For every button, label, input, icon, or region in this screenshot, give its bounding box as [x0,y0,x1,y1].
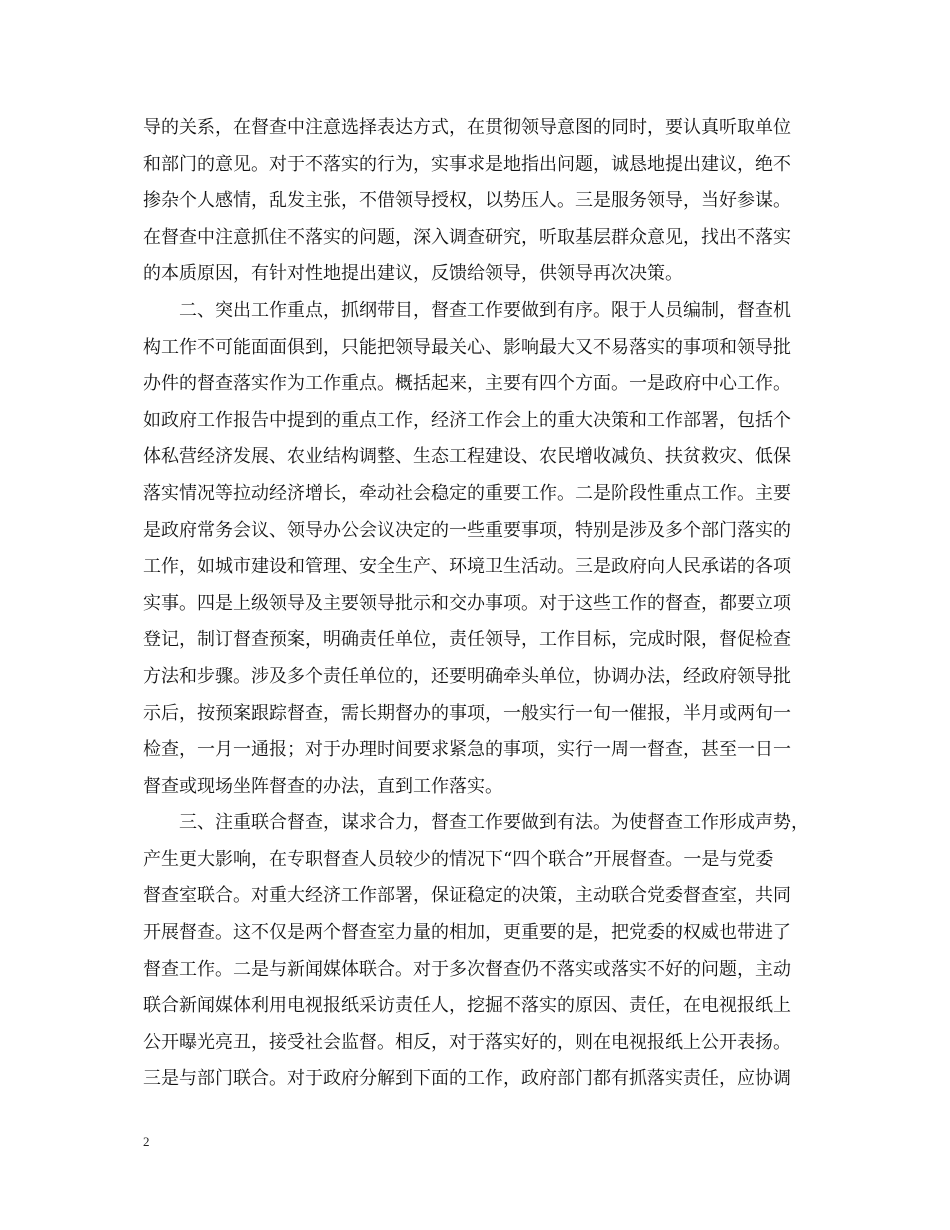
text-line: 产生更大影响，在专职督查人员较少的情况下“四个联合”开展督查。一是与党委 [143,848,774,870]
text-line: 构工作不可能面面俱到，只能把领导最关心、影响最大又不易落实的事项和领导批 [143,336,791,358]
text-line: 登记，制订督查预案，明确责任单位，责任领导，工作目标，完成时限，督促检查 [143,629,791,651]
text-line: 实事。四是上级领导及主要领导批示和交办事项。对于这些工作的督查，都要立项 [143,592,791,614]
text-line: 方法和步骤。涉及多个责任单位的，还要明确牵头单位，协调办法，经政府领导批 [143,665,791,687]
body-text [143,110,823,1098]
text-line: 体私营经济发展、农业结构调整、生态工程建设、农民增收减负、扶贫救灾、低保 [143,446,791,468]
text-line: 是政府常务会议、领导办公会议决定的一些重要事项，特别是涉及多个部门落实的 [143,519,791,541]
text-line: 示后，按预案跟踪督查，需长期督办的事项，一般实行一旬一催报，半月或两旬一 [143,702,791,724]
text-line: 督查室联合。对重大经济工作部署，保证稳定的决策，主动联合党委督查室，共同 [143,885,791,907]
text-line: 工作，如城市建设和管理、安全生产、环境卫生活动。三是政府向人民承诺的各项 [143,556,791,578]
text-line: 如政府工作报告中提到的重点工作，经济工作会上的重大决策和工作部署，包括个 [143,409,791,431]
text-line: 办件的督查落实作为工作重点。概括起来，主要有四个方面。一是政府中心工作。 [143,373,791,395]
text-line: 开展督查。这不仅是两个督查室力量的相加，更重要的是，把党委的权威也带进了 [143,922,791,944]
text-line: 督查或现场坐阵督查的办法，直到工作落实。 [143,775,503,797]
text-line: 落实情况等拉动经济增长，牵动社会稳定的重要工作。二是阶段性重点工作。主要 [143,482,791,504]
text-line: 三是与部门联合。对于政府分解到下面的工作，政府部门都有抓落实责任，应协调 [143,1068,791,1090]
text-line: 的本质原因，有针对性地提出建议，反馈给领导，供领导再次决策。 [143,263,683,285]
paragraph-start-line: 三、注重联合督查，谋求合力，督查工作要做到有法。为使督查工作形成声势， [179,812,809,834]
text-line: 和部门的意见。对于不落实的行为，实事求是地指出问题，诚恳地提出建议，绝不 [143,153,791,175]
text-line: 导的关系，在督查中注意选择表达方式，在贯彻领导意图的同时，要认真听取单位 [143,117,791,138]
text-line: 在督查中注意抓住不落实的问题，深入调查研究，听取基层群众意见，找出不落实 [143,226,791,248]
page-number: 2 [143,1134,150,1149]
text-line: 掺杂个人感情，乱发主张，不借领导授权，以势压人。三是服务领导，当好参谋。 [143,190,791,212]
text-line: 督查工作。二是与新闻媒体联合。对于多次督查仍不落实或落实不好的问题，主动 [143,958,791,980]
text-line: 检查，一月一通报；对于办理时间要求紧急的事项，实行一周一督查，甚至一日一 [143,739,791,761]
text-line: 公开曝光亮丑，接受社会监督。相反，对于落实好的，则在电视报纸上公开表扬。 [143,1031,791,1053]
text-line: 联合新闻媒体利用电视报纸采访责任人，挖掘不落实的原因、责任，在电视报纸上 [143,995,791,1017]
paragraph-start-line: 二、突出工作重点，抓纲带目，督查工作要做到有序。限于人员编制，督查机 [179,299,791,321]
